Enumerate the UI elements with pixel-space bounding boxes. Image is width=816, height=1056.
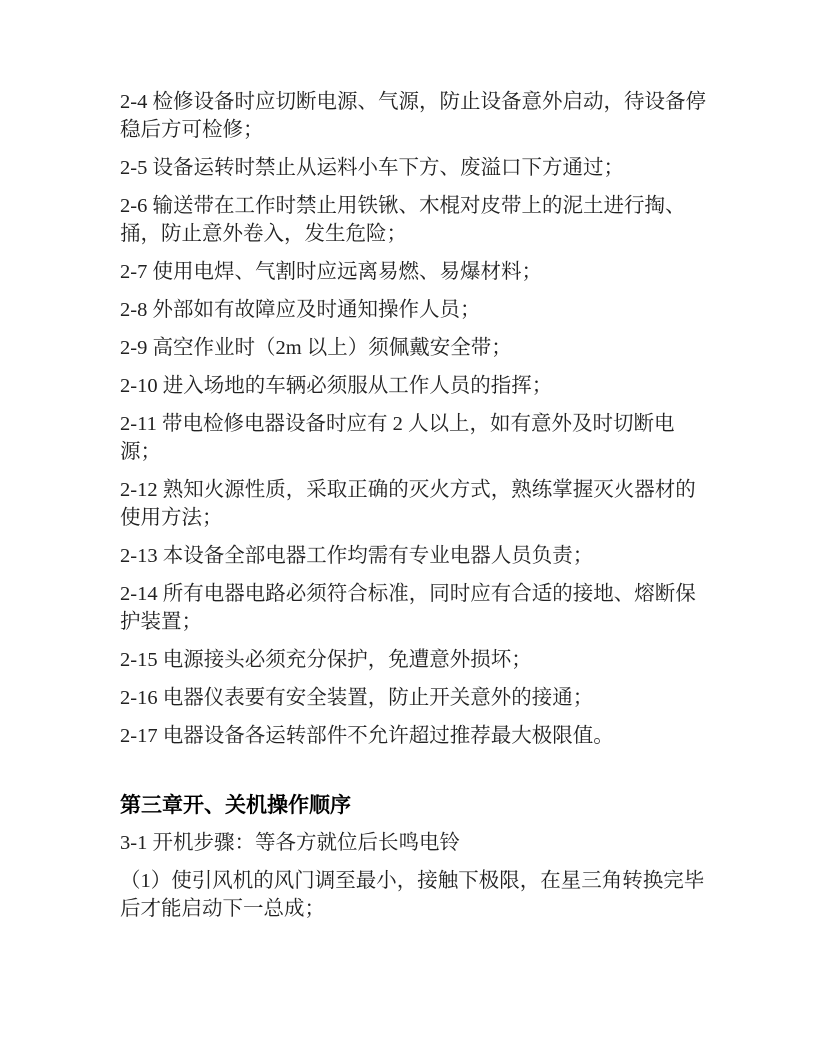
text-line: 2-13 本设备全部电器工作均需有专业电器人员负责； [120,545,594,567]
text-line: 2-17 电器设备各运转部件不允许超过推荐最大极限值。 [120,725,614,747]
rule-2-10 [120,372,726,400]
text-line: 护装置； [120,611,202,633]
text-line: 源； [120,441,161,463]
chapter-heading: 第三章开、关机操作顺序 [120,793,351,817]
rule-2-8 [120,296,726,324]
text-line: 2-11 带电检修电器设备时应有 2 人以上，如有意外及时切断电 [120,413,675,435]
rule-2-9 [120,334,726,362]
text-line: 稳后方可检修； [120,119,264,141]
text-line: 2-9 高空作业时（2m 以上）须佩戴安全带； [120,337,512,359]
text-line: 捅，防止意外卷入，发生危险； [120,223,407,245]
text-line: 2-7 使用电焊、气割时应远离易燃、易爆材料； [120,261,542,283]
text-line: 使用方法； [120,507,223,529]
text-line: 2-16 电器仪表要有安全装置，防止开关意外的接通； [120,687,594,709]
text-line: 3-1 开机步骤：等各方就位后长鸣电铃 [120,832,460,854]
text-line: （1）使引风机的风门调至最小，接触下极限，在星三角转换完毕 [120,870,705,892]
rule-2-11 [120,410,726,466]
text-line: 2-4 检修设备时应切断电源、气源，防止设备意外启动，待设备停 [120,91,706,113]
rule-2-7 [120,258,726,286]
rule-2-15 [120,646,726,674]
rule-2-14 [120,580,726,636]
text-line: 后才能启动下一总成； [120,898,325,920]
text-line: 2-10 进入场地的车辆必须服从工作人员的指挥； [120,375,553,397]
step-3-1 [120,829,726,857]
rule-2-13 [120,542,726,570]
text-line: 2-14 所有电器电路必须符合标准，同时应有合适的接地、熔断保 [120,583,696,605]
text-line: 2-15 电源接头必须充分保护，免遭意外损坏； [120,649,532,671]
rule-2-17 [120,722,726,750]
text-line: 2-8 外部如有故障应及时通知操作人员； [120,299,481,321]
rule-2-16 [120,684,726,712]
step-3-1-item-1 [120,867,726,923]
rule-2-4 [120,88,726,144]
text-line: 2-5 设备运转时禁止从运料小车下方、废溢口下方通过； [120,157,624,179]
rule-2-5 [120,154,726,182]
text-line: 2-12 熟知火源性质，采取正确的灭火方式，熟练掌握灭火器材的 [120,479,696,501]
text-line: 2-6 输送带在工作时禁止用铁锹、木棍对皮带上的泥土进行掏、 [120,195,686,217]
rule-2-12 [120,476,726,532]
rule-2-6 [120,192,726,248]
